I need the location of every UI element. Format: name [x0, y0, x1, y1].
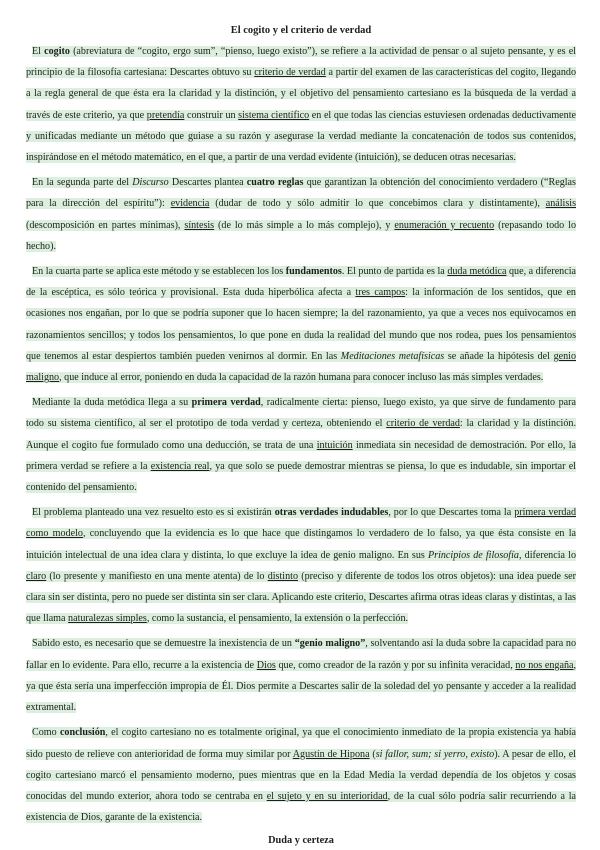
paragraph-duda — [26, 261, 576, 388]
text-run: Como — [32, 727, 60, 739]
text-run: (preciso y diferente de todos los otros objetos): una idea puede ser clara sin ser distinta, pero no puede ser distinta sin ser clara. Aplicando este criterio, Descartes afirma otras ideas claras y distintas, a las que llama — [26, 570, 576, 625]
document-title: El cogito y el criterio de verdad — [230, 25, 372, 36]
text-run: , el cogito cartesiano no es totalmente original, ya que el conocimiento inmediato de la propia existencia ya había sido puesto de relieve con anterioridad de forma muy similar por — [26, 727, 576, 760]
text-run: , radicalmente cierta: pienso, luego existo, ya que sirve de fundamento para todo su sistema científico, al ser el prototipo de toda verdad y certeza, obteniendo el — [26, 397, 576, 430]
paragraph-cogito — [26, 41, 576, 168]
text-run: que, a diferencia de la escéptica, es sólo teórica y provisional. Esta duda hiperbólica afecta a — [26, 266, 576, 299]
underlined-term: criterio de verdad — [254, 67, 326, 79]
text-run: , concluyendo que la evidencia es lo que hace que distingamos lo verdadero de lo falso, ya que ésta consiste en la intuición intelectual de una idea clara y distinta, lo que excluye la idea de genio maligno. En sus — [26, 528, 576, 561]
text-run: Sabido esto, es necesario que se demuestre la inexistencia de un — [32, 638, 295, 650]
text-run: El — [32, 46, 45, 57]
highlight-span — [26, 177, 576, 252]
underlined-term: criterio de verdad — [386, 418, 460, 430]
underlined-term: el sujeto y en su interioridad — [266, 790, 388, 802]
text-run: El problema planteado una vez resuelto esto es si existirán — [32, 507, 275, 519]
underlined-term: síntesis — [184, 219, 215, 231]
text-run: , diferencia lo — [518, 549, 576, 561]
highlight-span — [26, 638, 576, 713]
text-run: En la segunda parte del — [32, 177, 133, 189]
text-run: (descomposición en partes mínimas), — [26, 219, 185, 231]
underlined-term: existencia real — [150, 460, 210, 472]
underlined-term: distinto — [267, 570, 298, 582]
text-run: (de lo más simple a lo más complejo), y — [214, 219, 395, 231]
section-subtitle: Duda y certeza — [268, 835, 334, 847]
highlight-span — [26, 266, 576, 383]
paragraph-reglas — [26, 172, 576, 257]
text-run: que, como creador de la razón y por su infinita veracidad, — [275, 659, 516, 671]
underlined-term: claro — [26, 570, 47, 582]
text-run: en el que todas las ciencias estuviesen ordenadas deductivamente y unificadas mediante un método que guiase a su razón y asegurase la verdad mediante la concatenación de todos sus contenidos, inspirándose en el método matemático, en el que, a partir de una verdad evidente (intuición), se deducen otras necesarias. — [26, 109, 576, 164]
text-run: construir un — [184, 109, 239, 121]
bold-term: conclusión — [59, 727, 106, 739]
text-run: . El punto de partida es la — [341, 266, 448, 278]
text-run: , ya que solo se puede demostrar mientras se piensa, lo que es indudable, sin importar el contenido del pensamiento. — [26, 460, 576, 494]
text-run: (abreviatura de “cogito, ergo sum”, “pienso, luego existo”), se refiere a la actividad de pensar o al sujeto pensante, y es el principio de la filosofía cartesiana: Descartes obtuvo su — [26, 46, 576, 79]
highlight-span — [26, 727, 576, 823]
text-run: Descartes plantea — [168, 177, 247, 189]
text-run: ). A pesar de ello, el cogito cartesiano marcó el pensamiento moderno, pues mientras que en la Edad Media la verdad dependía de los objetos y cosas conocidas del mundo exterior, ahora todo se centraba en — [26, 748, 576, 802]
text-run: (lo presente y manifiesto en una mente atenta) de lo — [46, 570, 268, 582]
text-run: inmediata sin necesidad de demostración. Por ello, la primera verdad se refiere a la — [26, 439, 576, 472]
document-page — [26, 22, 576, 850]
text-run: En la cuarta parte se aplica este método y se establecen los los — [32, 266, 286, 278]
italic-term: Discurso — [132, 177, 169, 189]
underlined-term: primera verdad como modelo — [26, 507, 577, 540]
underlined-term: evidencia — [170, 198, 210, 210]
text-run: ( — [369, 748, 376, 760]
text-run: se añade la hipótesis del — [444, 350, 554, 362]
text-run: , ya que ésta sería una imperfección impropia de Él. Dios permite a Descartes salir de la soledad del yo pensante y acceder a la realidad extramental. — [26, 659, 577, 714]
text-run: : la claridad y la distinción. Aunque el cogito fue formulado como una deducción, se trata de una — [26, 418, 576, 451]
text-run: (repasando todo lo hecho). — [26, 219, 577, 252]
underlined-term: tres campos — [355, 287, 406, 299]
text-run: a partir del examen de las características del cogito, llegando a la regla general de que ésta era la claridad y la distinción, y el objetivo del pensamiento cartesiano es la búsqueda de la verdad a través de este criterio, ya que — [26, 67, 576, 121]
underlined-term: no nos engaña — [515, 659, 574, 671]
bold-term: primera verdad — [191, 397, 261, 409]
underlined-term: Agustín de Hipona — [292, 748, 370, 760]
italic-term: Meditaciones metafísicas — [340, 350, 445, 362]
text-run: , solventando así la duda sobre la capacidad para no fallar en lo evidente. Para ello, recurre a la existencia de — [26, 638, 576, 671]
underlined-term: enumeración y recuento — [394, 219, 495, 231]
text-run: , como la sustancia, el pensamiento, la extensión o la perfección. — [146, 613, 409, 625]
underlined-term: genio maligno — [26, 350, 576, 384]
underlined-term: pretendía — [146, 109, 185, 121]
highlight-span — [26, 397, 576, 493]
underlined-term: sistema científico — [238, 109, 310, 121]
bold-term: cuatro reglas — [246, 177, 304, 189]
underlined-term: intuición — [316, 439, 353, 451]
paragraph-conclusion — [26, 722, 576, 828]
highlight-span — [26, 46, 576, 163]
paragraph-otras-verdades — [26, 502, 576, 629]
text-run: : la información de los sentidos, que en ocasiones nos engañan, por lo que se podría suponer que lo hacen siempre; la del razonamiento, ya que a veces nos equivocamos en razonamientos sencillos; y todos los pensamientos, lo que pone en duda la realidad del mundo que nos rodea, pues los pensamientos que tenemos al estar despiertos también pueden venirnos al dormir. En las — [26, 287, 576, 362]
italic-term: si fallor, sum; si yerro, existo — [375, 748, 495, 760]
underlined-term: análisis — [545, 198, 577, 210]
highlight-span — [26, 507, 576, 624]
bold-term: otras verdades indudables — [274, 507, 389, 519]
bold-term: “genio maligno” — [294, 638, 366, 650]
bold-term: cogito — [44, 46, 70, 57]
text-run: Mediante la duda metódica llega a su — [32, 397, 192, 409]
text-run: , de la cual sólo podría salir recurriendo a la existencia de Dios, garante de la existencia. — [26, 790, 576, 824]
text-run: , por lo que Descartes toma la — [388, 507, 515, 519]
paragraph-genio-maligno — [26, 633, 576, 718]
text-run: que garantizan la obtención del conocimiento verdadero (“Reglas para la dirección del espíritu”): — [26, 177, 576, 210]
bold-term: fundamentos — [285, 266, 342, 278]
paragraph-primera-verdad — [26, 392, 576, 498]
underlined-term: naturalezas simples — [68, 613, 147, 625]
underlined-term: duda metódica — [447, 266, 507, 278]
text-run: (dudar de todo y sólo admitir lo que concebimos clara y distintamente), — [209, 198, 546, 210]
italic-term: Principios de filosofía — [427, 549, 519, 561]
underlined-term: Dios — [256, 659, 276, 671]
text-run: , que induce al error, poniendo en duda la capacidad de la razón humana para conocer incluso las más simples verdades. — [59, 372, 544, 384]
